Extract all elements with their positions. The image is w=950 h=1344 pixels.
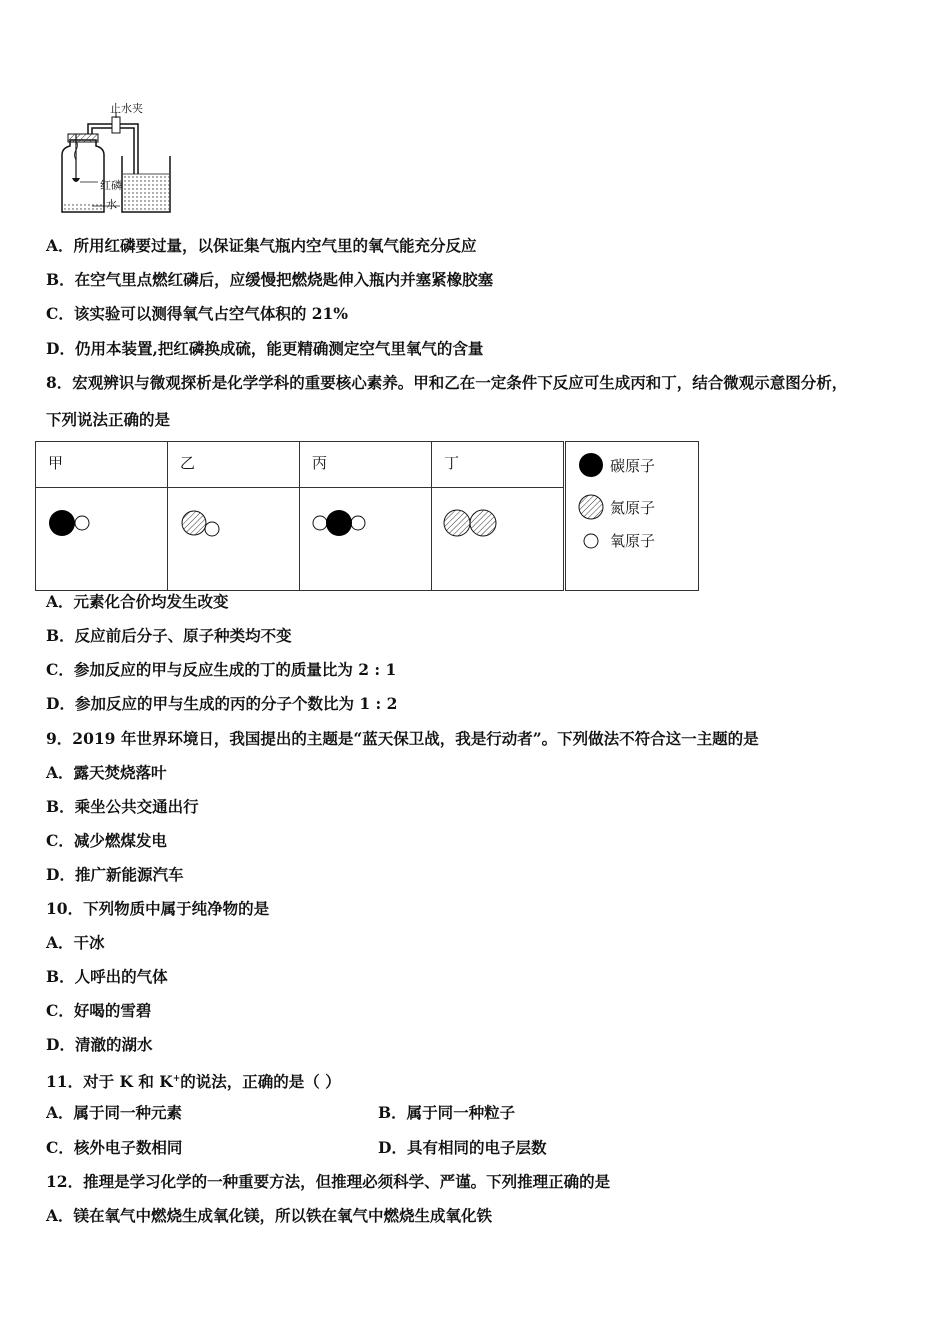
q8-option-a: A．元素化合价均发生改变: [46, 592, 229, 611]
phosphorus-label: 红磷: [100, 179, 122, 192]
co2-molecule-icon: [300, 488, 431, 586]
q11-stem: [46, 1069, 341, 1092]
q9-option-d: D．推广新能源汽车: [46, 865, 184, 884]
q8-option-d: D．参加反应的甲与生成的丙的分子个数比为 1 : 2: [46, 694, 398, 713]
q11-stem-superscript: +: [172, 1074, 181, 1084]
q10-option-d: D．清澈的湖水: [46, 1035, 153, 1054]
q11-stem-post: 的说法，正确的是（ ）: [180, 1072, 341, 1092]
q8-stem-line1: 8．宏观辨识与微观探析是化学学科的重要核心素养。甲和乙在一定条件下反应可生成丙和丁，结合微观示意图分析，: [46, 373, 848, 392]
q12-stem: 12．推理是学习化学的一种重要方法，但推理必须科学、严谨。下列推理正确的是: [46, 1172, 611, 1191]
q10-option-c: C．好喝的雪碧: [46, 1001, 152, 1020]
molecule-table: [35, 441, 699, 591]
q9-option-b: B．乘坐公共交通出行: [46, 797, 199, 816]
q11-option-d: D．具有相同的电子层数: [378, 1138, 547, 1157]
legend-oxygen: [578, 530, 655, 551]
legend-carbon: [578, 452, 655, 478]
q11-option-a: A．属于同一种元素: [46, 1103, 183, 1122]
q11-option-b: B．属于同一种粒子: [378, 1103, 516, 1122]
q8-option-b: B．反应前后分子、原子种类均不变: [46, 626, 292, 645]
clamp-label: 止水夹: [110, 102, 143, 115]
legend-carbon-label: 碳原子: [610, 456, 656, 475]
q9-stem: 9．2019 年世界环境日，我国提出的主题是“蓝天保卫战，我是行动者”。下列做法不符合这一主题的是: [46, 729, 759, 748]
n2-molecule-icon: [432, 488, 563, 586]
molecule-jia: [36, 488, 168, 591]
header-bing: 丙: [300, 442, 432, 488]
legend-oxygen-label: 氧原子: [610, 532, 656, 550]
q7-option-c: C．该实验可以测得氧气占空气体积的 21%: [46, 304, 349, 323]
header-ding: 丁: [432, 442, 565, 488]
oxygen-atom-icon: [578, 532, 604, 550]
no-molecule-icon: [168, 488, 299, 586]
q10-stem: 10．下列物质中属于纯净物的是: [46, 899, 270, 918]
q10-option-b: B．人呼出的气体: [46, 967, 168, 986]
legend-cell: [565, 442, 699, 591]
q7-option-d: D．仍用本装置,把红磷换成硫，能更精确测定空气里氧气的含量: [46, 339, 484, 358]
q7-option-a: A．所用红磷要过量，以保证集气瓶内空气里的氧气能充分反应: [46, 236, 477, 255]
q9-option-a: A．露天焚烧落叶: [46, 763, 167, 782]
header-yi: 乙: [168, 442, 300, 488]
molecule-yi: [168, 488, 300, 591]
q8-stem-line2: 下列说法正确的是: [46, 410, 171, 429]
q9-option-c: C．减少燃煤发电: [46, 831, 167, 850]
q8-option-c: C．参加反应的甲与反应生成的丁的质量比为 2 : 1: [46, 660, 397, 679]
molecule-ding: [432, 488, 565, 591]
q12-option-a: A．镁在氧气中燃烧生成氧化镁，所以铁在氧气中燃烧生成氧化铁: [46, 1206, 493, 1225]
carbon-atom-icon: [578, 452, 604, 478]
q11-stem-pre: 11．对于 K 和 K: [46, 1072, 173, 1092]
header-jia: 甲: [36, 442, 168, 488]
q7-option-b: B．在空气里点燃红磷后，应缓慢把燃烧匙伸入瓶内并塞紧橡胶塞: [46, 270, 494, 289]
q10-option-a: A．干冰: [46, 933, 105, 952]
molecule-bing: [300, 488, 432, 591]
q11-option-c: C．核外电子数相同: [46, 1138, 183, 1157]
apparatus-figure: [52, 100, 182, 218]
legend-nitrogen-label: 氮原子: [610, 498, 656, 517]
legend-nitrogen: [578, 494, 655, 520]
water-label: 水: [106, 198, 117, 211]
co-molecule-icon: [36, 488, 167, 586]
apparatus-drawing: [52, 100, 182, 218]
nitrogen-atom-icon: [578, 494, 604, 520]
